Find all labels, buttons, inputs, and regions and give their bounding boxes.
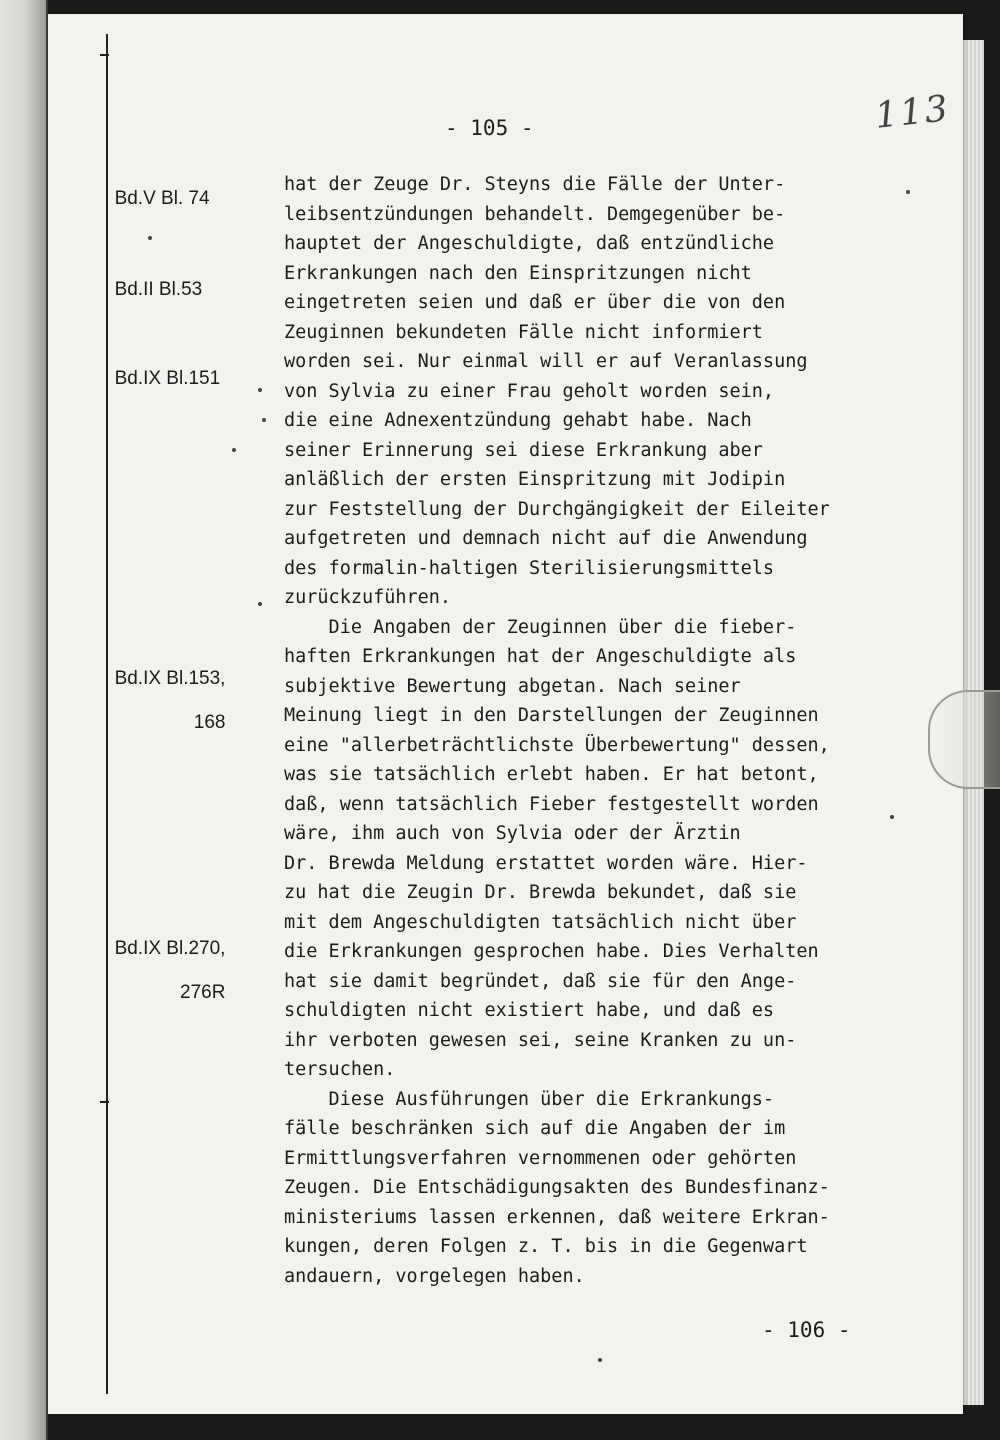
margin-reference-cont: 168 [193, 712, 226, 733]
text-line: zur Feststellung der Durchgängigkeit der Eileiter [284, 498, 830, 520]
scan-speck [232, 448, 236, 452]
text-line: Dr. Brewda Meldung erstattet worden wäre. Hier- [284, 852, 808, 874]
text-line: Zeuginnen bekundeten Fälle nicht informiert [284, 321, 763, 343]
text-line: daß, wenn tatsächlich Fieber festgestellt worden [284, 793, 819, 815]
margin-reference-line: Bd.IX Bl.270, [114, 938, 226, 959]
margin-tick [100, 54, 109, 56]
text-line: tersuchen. [284, 1059, 396, 1080]
page-number: - 105 - [445, 116, 534, 140]
text-line: die Erkrankungen gesprochen habe. Dies Verhalten [284, 941, 819, 962]
margin-reference-line: Bd.II Bl.53 [114, 279, 203, 300]
text-line: wäre, ihm auch von Sylvia oder der Ärztin [284, 823, 741, 844]
text-line: schuldigten nicht existiert habe, und daß es [284, 1000, 775, 1021]
margin-reference [104, 166, 210, 210]
text-line: andauern, vorgelegen haben. [284, 1265, 585, 1287]
margin-reference-line: Bd.IX Bl.153, [114, 668, 226, 689]
facing-page-edge [0, 0, 48, 1440]
text-line: die eine Adnexentzündung gehabt habe. Nach [284, 410, 752, 431]
scan-speck [262, 418, 266, 422]
text-line: zu hat die Zeugin Dr. Brewda bekundet, daß sie [284, 882, 797, 903]
text-line: leibsentzündungen behandelt. Demgegenüber be- [284, 203, 786, 225]
margin-reference-line: Bd.IX Bl.151 [114, 368, 221, 389]
text-line: Meinung liegt in den Darstellungen der Zeuginnen [284, 705, 819, 726]
text-line: eine "allerbeträchtlichste Überbewertung" dessen, [284, 734, 830, 756]
text-line: Erkrankungen nach den Einspritzungen nicht [284, 262, 752, 284]
scan-speck [258, 602, 262, 606]
text-line: fälle beschränken sich auf die Angaben der im [284, 1118, 786, 1139]
margin-reference-line: Bd.V Bl. 74 [114, 188, 210, 209]
text-line: ministeriums lassen erkennen, daß weitere Erkran- [284, 1206, 830, 1228]
margin-reference [104, 257, 202, 301]
text-line: hat sie damit begründet, daß sie für den Ange- [284, 970, 797, 992]
text-line: hat der Zeuge Dr. Steyns die Fälle der Unter- [284, 174, 786, 195]
scan-speck [598, 1358, 602, 1362]
text-line: kungen, deren Folgen z. T. bis in die Gegenwart [284, 1236, 808, 1257]
body-text [284, 170, 924, 1291]
text-line: ihr verboten gewesen sei, seine Kranken zu un- [284, 1029, 797, 1051]
text-line: subjektive Bewertung abgetan. Nach seiner [284, 675, 741, 697]
binder-clip [928, 690, 1000, 789]
scan-speck [906, 190, 910, 194]
text-line: mit dem Angeschuldigten tatsächlich nicht über [284, 911, 797, 933]
scan-speck [890, 815, 894, 819]
text-line: zurückzuführen. [284, 587, 452, 608]
margin-reference [104, 346, 220, 390]
text-line: des formalin-haltigen Sterilisierungsmittels [284, 557, 775, 579]
text-line: anläßlich der ersten Einspritzung mit Jodipin [284, 469, 786, 490]
margin-tick [100, 1101, 109, 1103]
text-line: seiner Erinnerung sei diese Erkrankung aber [284, 439, 763, 461]
margin-reference-cont: 276R [180, 982, 226, 1003]
catchword: - 106 - [762, 1318, 851, 1342]
text-line: Zeugen. Die Entschädigungsakten des Bundesfinanz- [284, 1177, 830, 1198]
text-line: Ermittlungsverfahren vernommenen oder gehörten [284, 1147, 797, 1169]
text-line: von Sylvia zu einer Frau geholt worden sein, [284, 380, 775, 402]
folio-number: 113 [873, 88, 952, 137]
text-line: eingetreten seien und daß er über die von den [284, 292, 786, 313]
margin-reference [104, 916, 225, 1026]
text-line: aufgetreten und demnach nicht auf die Anwendung [284, 528, 808, 549]
text-line: hauptet der Angeschuldigte, daß entzündliche [284, 233, 775, 254]
text-line: haften Erkrankungen hat der Angeschuldigte als [284, 646, 797, 667]
scan-speck [258, 388, 262, 392]
margin-reference [104, 646, 225, 756]
text-line: Diese Ausführungen über die Erkrankungs- [284, 1088, 775, 1110]
text-line: worden sei. Nur einmal will er auf Veranlassung [284, 351, 808, 372]
text-line: Die Angaben der Zeuginnen über die fieber- [284, 616, 797, 638]
text-line: was sie tatsächlich erlebt haben. Er hat betont, [284, 764, 819, 785]
scan-speck [148, 236, 152, 240]
